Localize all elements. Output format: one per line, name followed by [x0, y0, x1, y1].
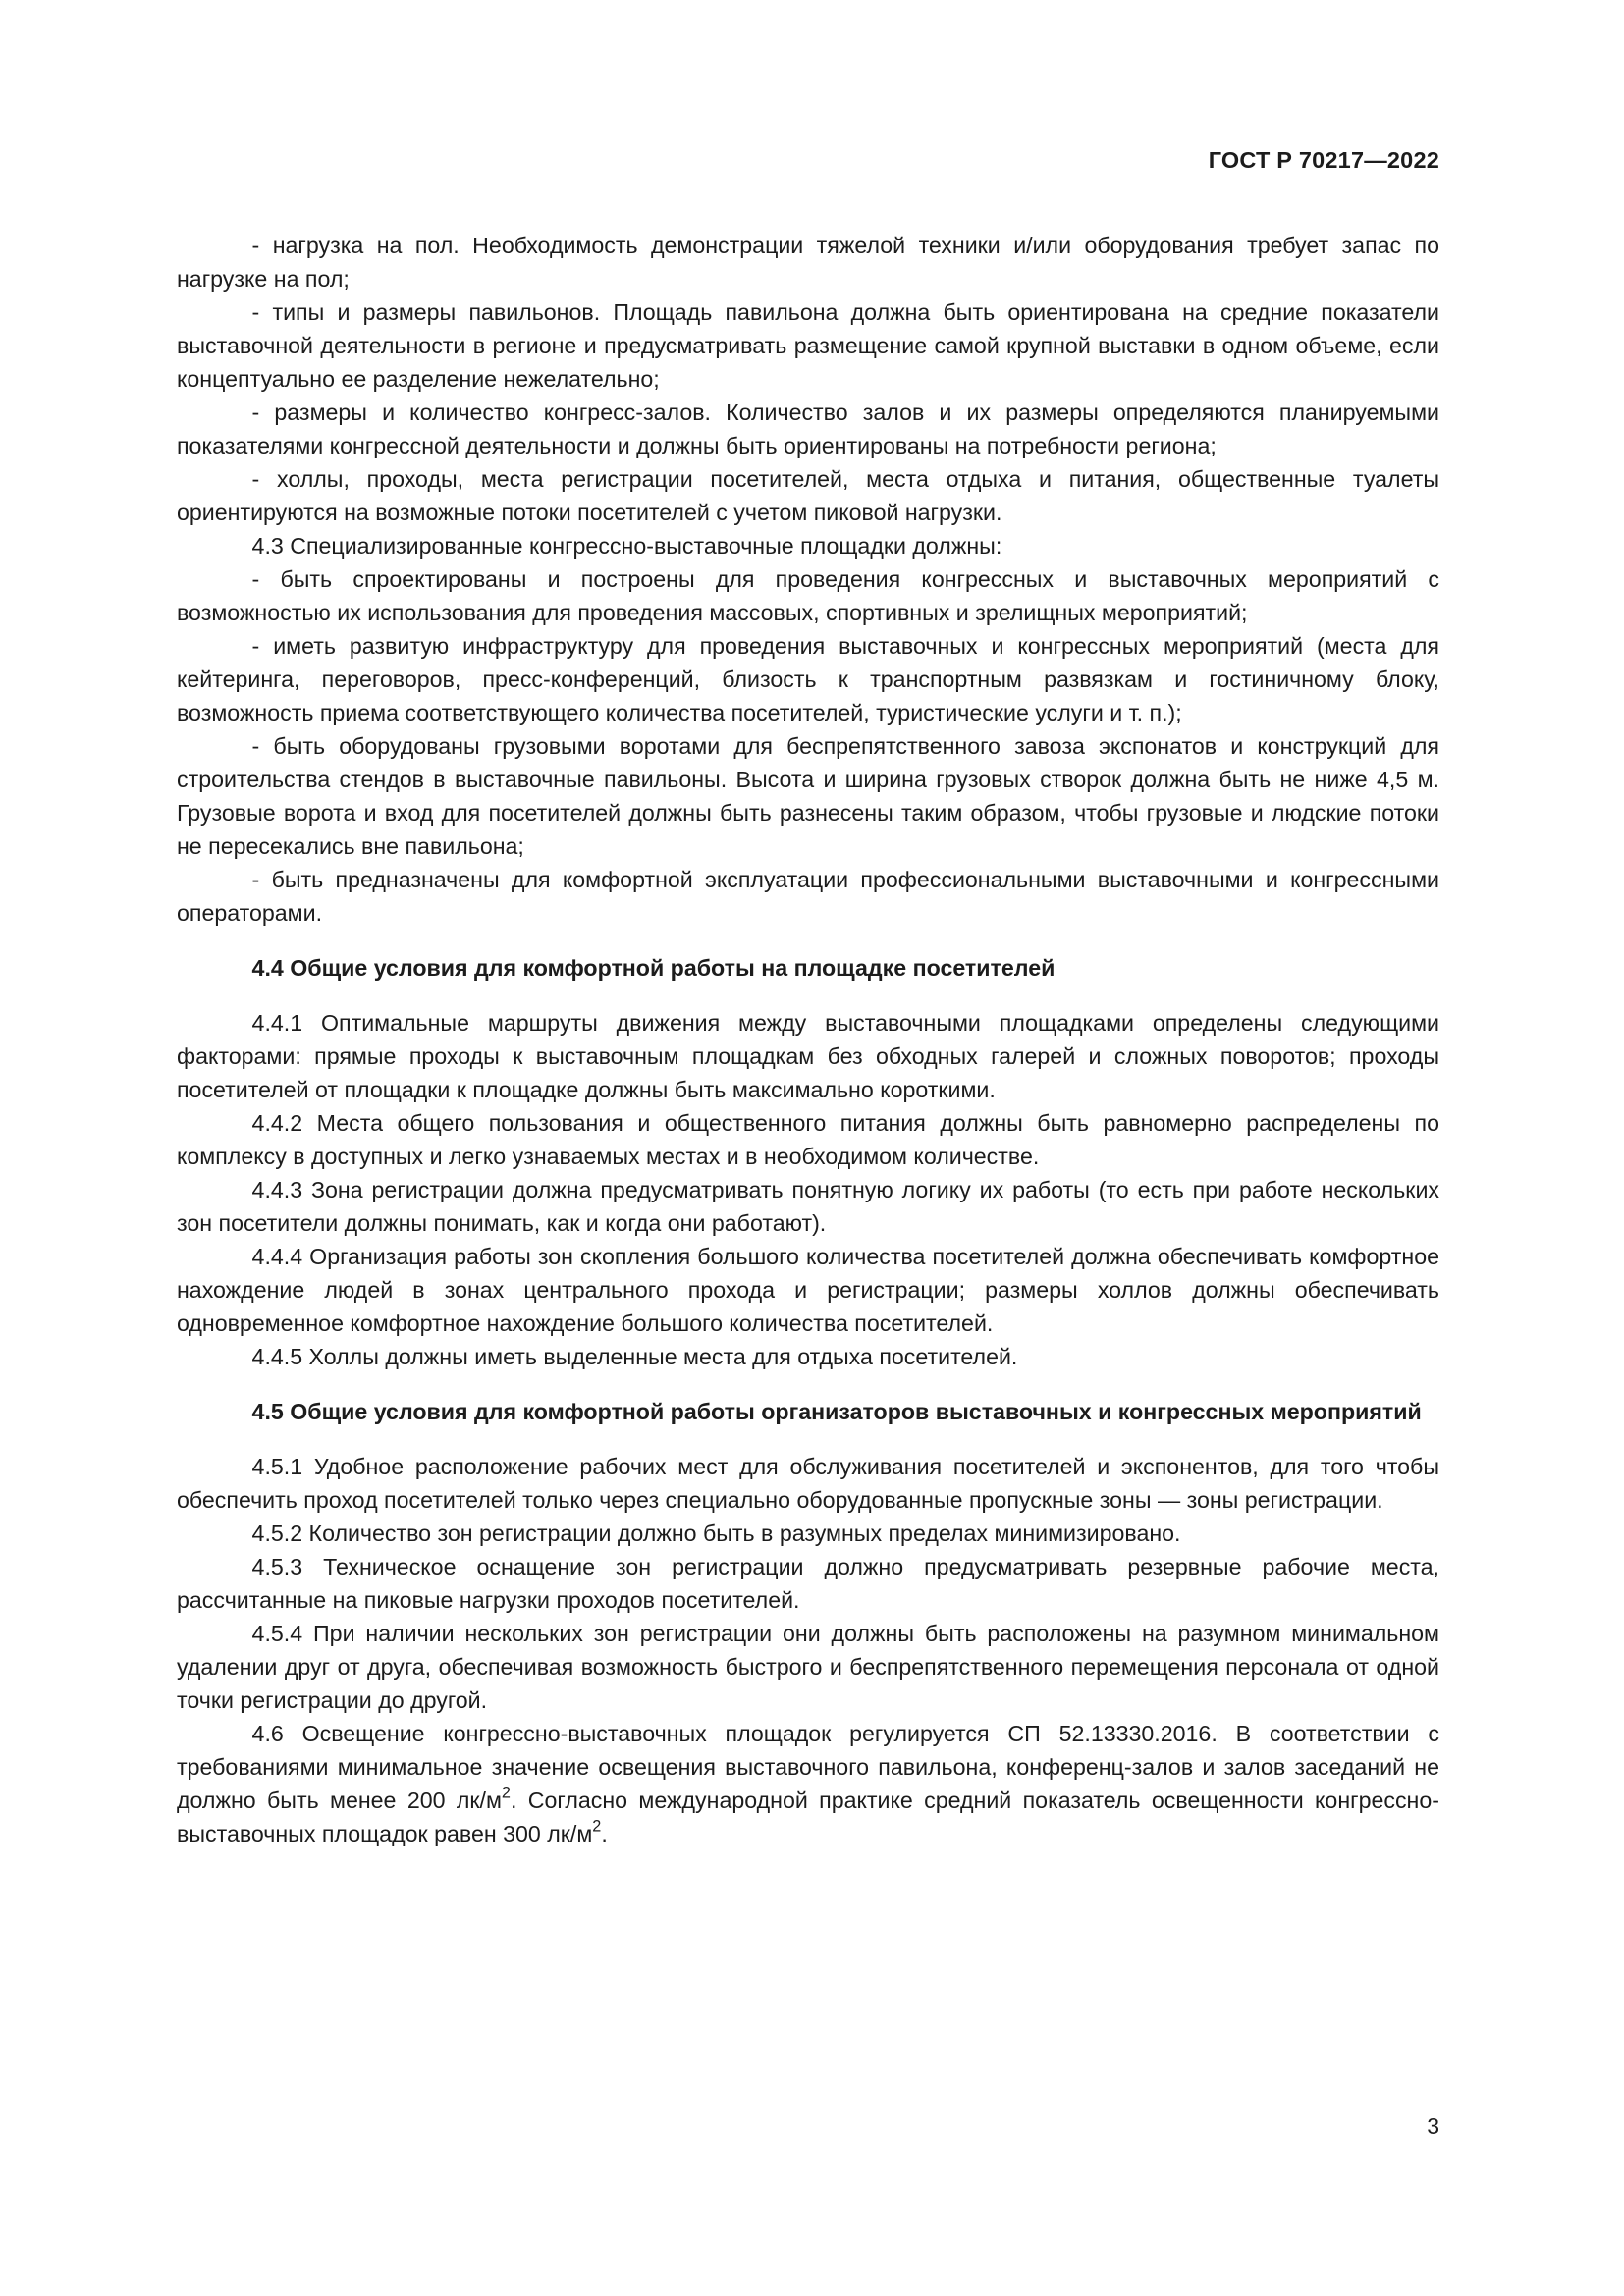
document-body — [177, 229, 1439, 1850]
list-item: - быть предназначены для комфортной эксплуатации профессиональными выставочными и конгрессными операторами. — [177, 867, 1439, 926]
clause-paragraph: 4.5.2 Количество зон регистрации должно быть в разумных пределах минимизировано. — [251, 1521, 1181, 1546]
clause-4-6-text-3: . — [601, 1821, 608, 1846]
clause-paragraph: 4.4.2 Места общего пользования и общественного питания должны быть равномерно распределены по комплексу в доступных и легко узнаваемых местах и в необходимом количестве. — [177, 1110, 1439, 1169]
clause-paragraph: 4.5.4 При наличии нескольких зон регистрации они должны быть расположены на разумном минимальном удалении друг от друга, обеспечивая возможность быстрого и беспрепятственного перемещения персонала от одной точки регистрации до другой. — [177, 1621, 1439, 1713]
clause-4-3-intro: 4.3 Специализированные конгрессно-выставочные площадки должны: — [251, 533, 1002, 559]
clause-4-6-text-2: . Согласно международной практике средний показатель освещенности конгрессно-выставочных площадок равен 300 лк/м — [177, 1788, 1439, 1846]
list-item: - быть спроектированы и построены для проведения конгрессных и выставочных мероприятий с возможностью их использования для проведения массовых, спортивных и зрелищных мероприятий; — [177, 566, 1439, 625]
superscript: 2 — [501, 1784, 511, 1802]
clause-paragraph: 4.4.3 Зона регистрации должна предусматривать понятную логику их работы (то есть при работе нескольких зон посетители должны понимать, как и когда они работают). — [177, 1177, 1439, 1236]
list-item: - быть оборудованы грузовыми воротами для беспрепятственного завоза экспонатов и конструкций для строительства стендов в выставочные павильоны. Высота и ширина грузовых створок должна быть не ниже 4,5 м. Грузовые ворота и вход для посетителей должны быть разнесены таким образом, чтобы грузовые и людские потоки не пересекались вне павильона; — [177, 733, 1439, 859]
clause-paragraph: 4.5.3 Техническое оснащение зон регистрации должно предусматривать резервные рабочие места, рассчитанные на пиковые нагрузки проходов посетителей. — [177, 1554, 1439, 1613]
clause-4-6-text-1: 4.6 Освещение конгрессно-выставочных площадок регулируется СП 52.13330.2016. В соответствии с требованиями минимальное значение освещения выставочного павильона, конференц-залов и залов заседаний не должно быть менее 200 лк/м — [177, 1721, 1439, 1813]
list-item: - нагрузка на пол. Необходимость демонстрации тяжелой техники и/или оборудования требует запас по нагрузке на пол; — [177, 233, 1439, 292]
list-item: - холлы, проходы, места регистрации посетителей, места отдыха и питания, общественные туалеты ориентируются на возможные потоки посетителей с учетом пиковой нагрузки. — [177, 466, 1439, 525]
list-item: - иметь развитую инфраструктуру для проведения выставочных и конгрессных мероприятий (места для кейтеринга, переговоров, пресс-конференций, близость к транспортным развязкам и гостиничному блоку, возможность приема соответствующего количества посетителей, туристические услуги и т. п.); — [177, 633, 1439, 725]
clause-paragraph: 4.4.5 Холлы должны иметь выделенные места для отдыха посетителей. — [251, 1344, 1018, 1369]
list-item: - размеры и количество конгресс-залов. Количество залов и их размеры определяются планируемыми показателями конгрессной деятельности и должны быть ориентированы на потребности региона; — [177, 400, 1439, 458]
document-page — [177, 147, 1439, 2238]
page-number: 3 — [1427, 2113, 1439, 2139]
list-item: - типы и размеры павильонов. Площадь павильона должна быть ориентирована на средние показатели выставочной деятельности в регионе и предусматривать размещение самой крупной выставки в одном объеме, если концептуально ее разделение нежелательно; — [177, 299, 1439, 392]
clause-paragraph: 4.5.1 Удобное расположение рабочих мест для обслуживания посетителей и экспонентов, для того чтобы обеспечить проход посетителей только через специально оборудованные пропускные зоны — зоны регистрации. — [177, 1454, 1439, 1513]
clause-paragraph: 4.4.4 Организация работы зон скопления большого количества посетителей должна обеспечивать комфортное нахождение людей в зонах центрального прохода и регистрации; размеры холлов должны обеспечивать одновременное комфортное нахождение большого количества посетителей. — [177, 1244, 1439, 1336]
clause-paragraph: 4.4.1 Оптимальные маршруты движения между выставочными площадками определены следующими факторами: прямые проходы к выставочным площадкам без обходных галерей и сложных поворотов; проходы посетителей от площадки к площадке должны быть максимально короткими. — [177, 1010, 1439, 1102]
section-heading-4-5: 4.5 Общие условия для комфортной работы организаторов выставочных и конгрессных мероприятий — [251, 1399, 1422, 1424]
section-heading-4-4: 4.4 Общие условия для комфортной работы на площадке посетителей — [251, 955, 1056, 981]
document-header: ГОСТ Р 70217—2022 — [1208, 147, 1439, 173]
superscript: 2 — [592, 1817, 602, 1836]
clause-4-6 — [177, 1717, 1439, 1850]
